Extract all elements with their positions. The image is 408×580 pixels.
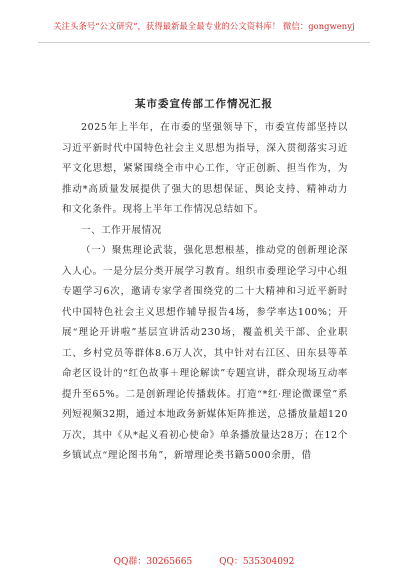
document-body [62,118,348,467]
document-title: 某市委宣传部工作情况汇报 [135,98,273,110]
header-banner: 关注头条号“公文研究”，获得最新最全最专业的公文资料库！ 微信：gongwenyj [53,21,355,31]
footer-qq-group: QQ群：30265665 [113,557,193,567]
intro-paragraph: 2025年上半年，在市委的坚强领导下，市委宣传部坚持以习近平新时代中国特色社会主义思想为指导，深入贯彻落实习近平文化思想，紧紧围绕全市中心工作，守正创新、担当作为，为推动*高质量发展提供了强大的思想保证、舆论支持、精神动力和文化条件。现将上半年工作情况总结如下。 [62,122,348,215]
footer-contact [0,554,408,567]
header-divider [38,42,370,43]
section-heading: 一、工作开展情况 [81,224,162,236]
section-paragraph: （一）聚焦理论武装，强化思想根基，推动党的创新理论深入人心。一是分层分类开展学习教育。组织市委理论学习中心组专题学习6次，邀请专家学者围绕党的二十大精神和习近平新时代中国特色社会主义思想作辅导报告4场，参学率达100%；开展“理论开讲啦”基层宣讲活动230场，覆盖机关干部、企业职工、乡村党员等群体8.6万人次，其中针对右江区、田东县等革命老区设计的“红色故事＋理论解读”专题宣讲，群众现场互动率提升至65%。二是创新理论传播载体。打造“*红·理论微课堂”系列短视频32期，通过本地政务新媒体矩阵推送，总播放量超120万次，其中《从*起义看初心使命》单条播放量达28万；在12个乡镇试点“理论图书角”，新增理论类书籍5000余册，借 [62,245,348,461]
footer-qq-number: QQ：535304092 [219,557,295,567]
